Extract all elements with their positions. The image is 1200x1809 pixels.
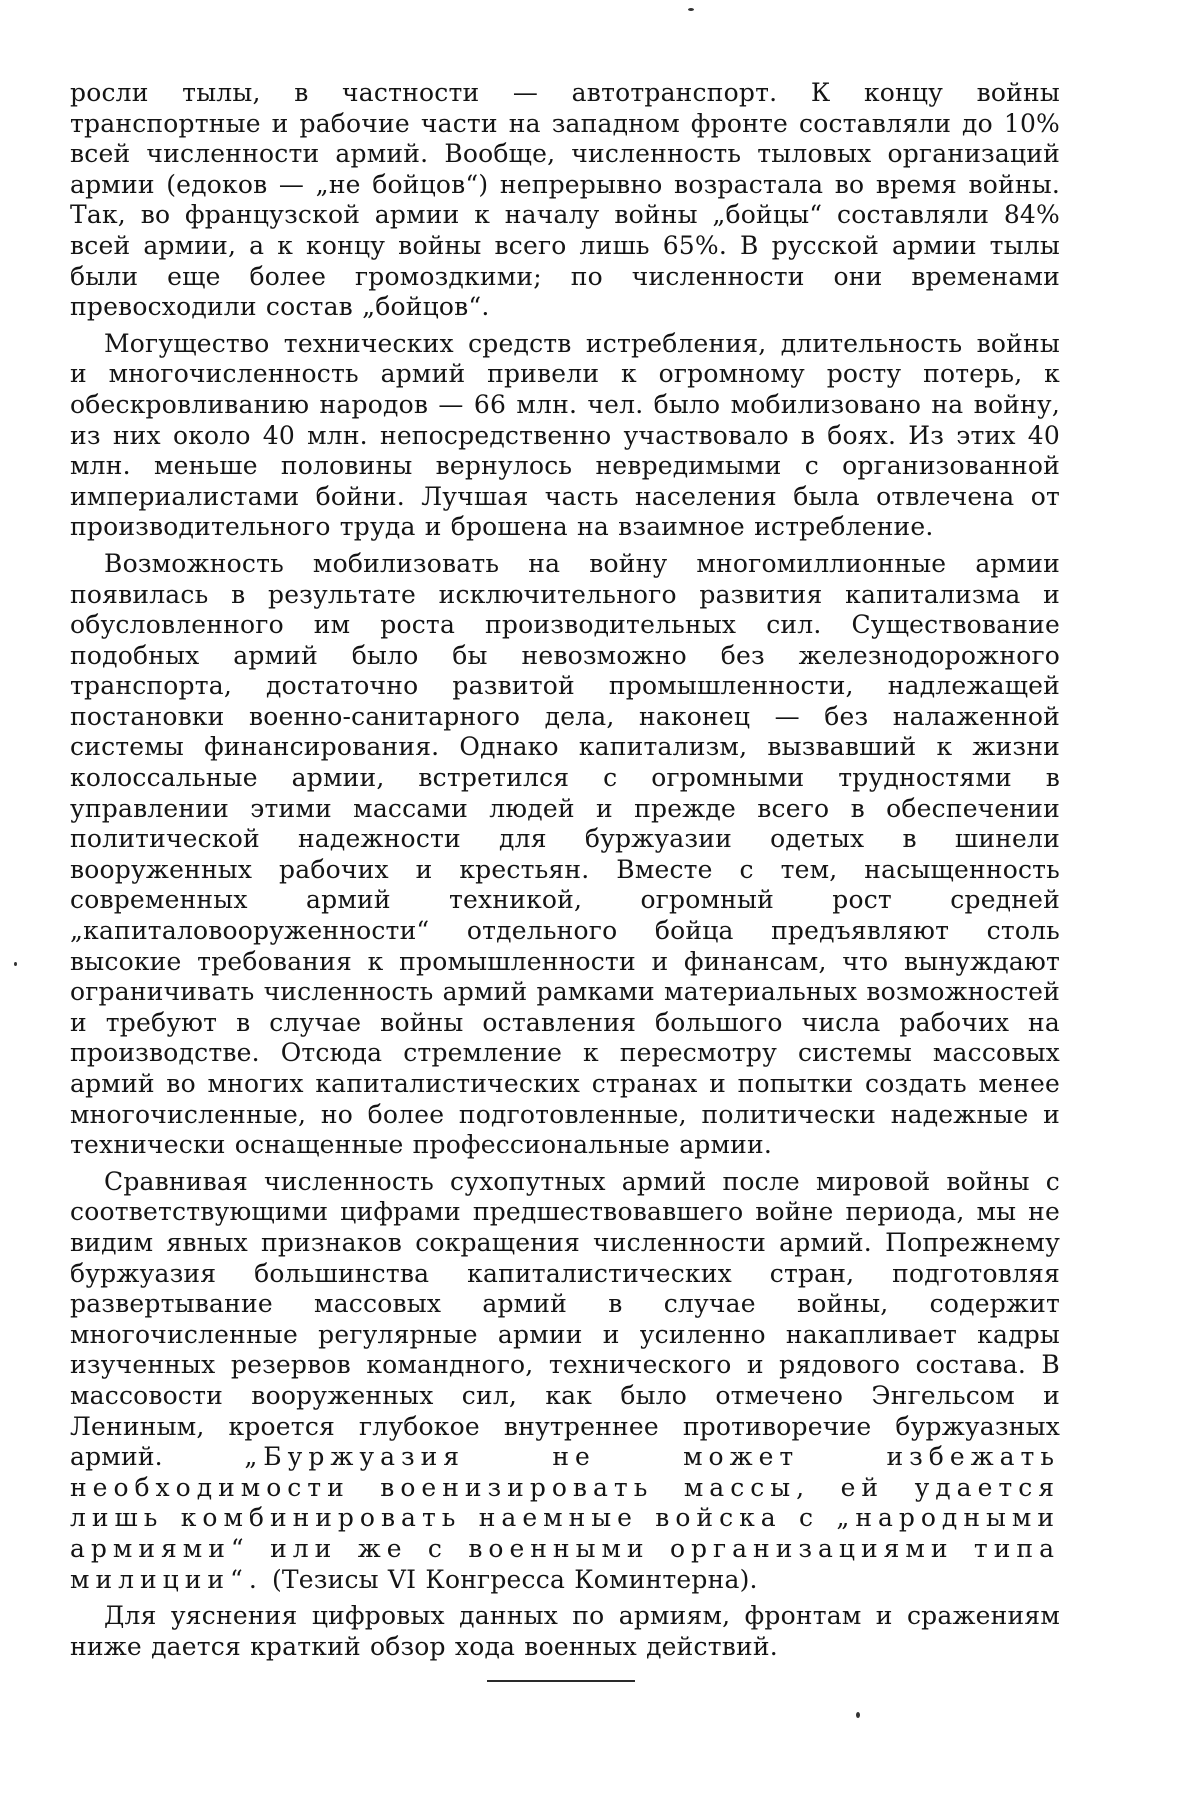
paragraph-4 [70,1167,1060,1595]
page-body [70,78,1060,1662]
comintern-quote: „Буржуазия не может избежать необходимости военизировать массы, ей удается лишь комбинировать наемные войска с „народными армиями“ или же с военными организациями типа милиции“. [70,1442,1060,1594]
quote-source: (Тезисы VI Конгресса Коминтерна). [271,1564,758,1594]
section-divider [487,1680,635,1682]
scan-speck [856,1712,860,1718]
paragraph-5: Для уяснения цифровых данных по армиям, фронтам и сражениям ниже дается краткий обзор хода военных действий. [70,1601,1060,1661]
paragraph-4-text: Сравнивая численность сухопутных армий после мировой войны с соответствующими цифрами предшествовавшего войне периода, мы не видим явных признаков сокращения численности армий. Попрежнему буржуазия большинства капиталистических стран, подготовляя развертывание массовых армий в случае войны, содержит многочисленные регулярные армии и усиленно накапливает кадры изученных резервов командного, технического и рядового состава. В массовости вооруженных сил, как было отмечено Энгельсом и Лениным, кроется глубокое внутреннее противоречие буржуазных армий. [70,1166,1060,1472]
paragraph-2: Могущество технических средств истребления, длительность войны и многочисленность армий привели к огромному росту потерь, к обескровливанию народов — 66 млн. чел. было мобилизовано на войну, из них около 40 млн. непосредственно участвовало в боях. Из этих 40 млн. меньше половины вернулось невредимыми с организованной империалистами бойни. Лучшая часть населения была отвлечена от производительного труда и брошена на взаимное истребление. [70,328,1060,542]
scan-speck [14,962,17,966]
paragraph-1: росли тылы, в частности — автотранспорт. К концу войны транспортные и рабочие части на западном фронте составляли до 10% всей численности армий. Вообще, численность тыловых организаций армии (едоков — „не бойцов“) непрерывно возрастала во время войны. Так, во французской армии к началу войны „бойцы“ составляли 84% всей армии, а к концу войны всего лишь 65%. В русской армии тылы были еще более громоздкими; по численности они временами превосходили состав „бойцов“. [70,78,1060,322]
paragraph-3: Возможность мобилизовать на войну многомиллионные армии появилась в результате исключительного развития капитализма и обусловленного им роста производительных сил. Существование подобных армий было бы невозможно без железнодорожного транспорта, достаточно развитой промышленности, надлежащей постановки военно-санитарного дела, наконец — без налаженной системы финансирования. Однако капитализм, вызвавший к жизни колоссальные армии, встретился с огромными трудностями в управлении этими массами людей и прежде всего в обеспечении политической надежности для буржуазии одетых в шинели вооруженных рабочих и крестьян. Вместе с тем, насыщенность современных армий техникой, огромный рост средней „капиталовооруженности“ отдельного бойца предъявляют столь высокие требования к промышленности и финансам, что вынуждают ограничивать численность армий рамками материальных возможностей и требуют в случае войны оставления большого числа рабочих на производстве. Отсюда стремление к пересмотру системы массовых армий во многих капиталистических странах и попытки создать менее многочисленные, но более подготовленные, политически надежные и технически оснащенные профессиональные армии. [70,548,1060,1160]
scan-speck [688,8,694,11]
